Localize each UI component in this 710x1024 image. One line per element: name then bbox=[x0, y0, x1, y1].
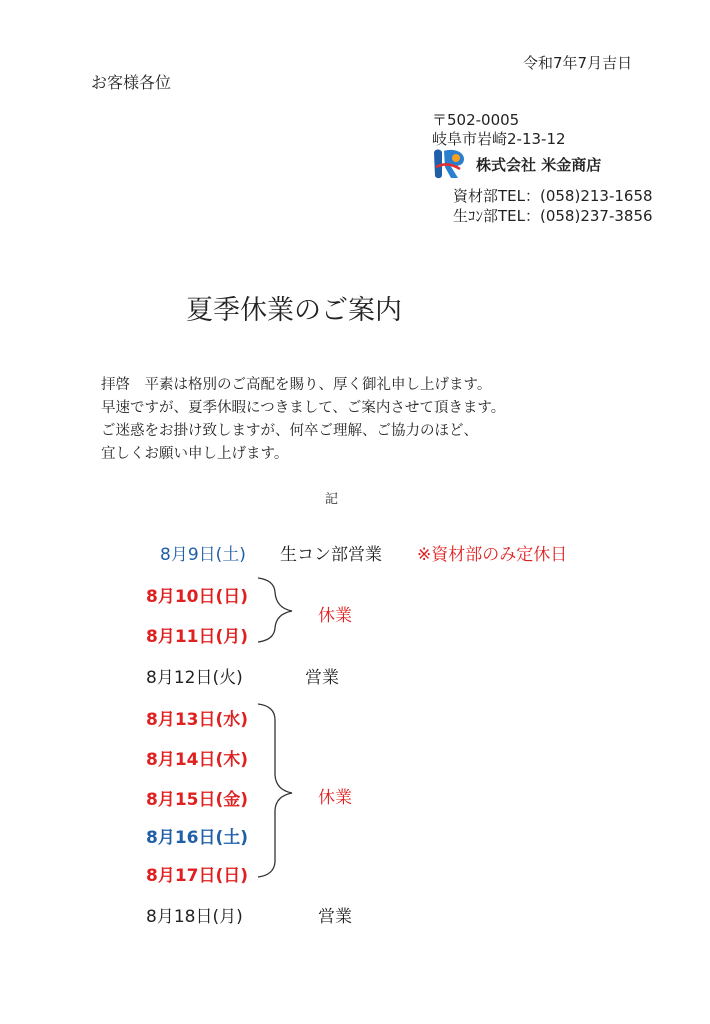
page-title: 夏季休業のご案内 bbox=[186, 295, 402, 326]
tel-concrete: 生ｺﾝ部TEL：(058)237-3856 bbox=[453, 207, 653, 225]
date-aug-13: 8月13日(水) bbox=[146, 710, 249, 730]
status-aug-9: 生コン部営業 bbox=[280, 545, 382, 565]
body-line: 宜しくお願い申し上げます。 bbox=[101, 446, 289, 462]
postal-code: 〒502-0005 bbox=[432, 111, 520, 129]
date-aug-11: 8月11日(月) bbox=[146, 627, 249, 647]
date-aug-18: 8月18日(月) bbox=[146, 907, 243, 927]
holiday-label-1: 休業 bbox=[318, 606, 352, 626]
company-name: 株式会社 米金商店 bbox=[476, 156, 602, 174]
notice-date: 令和7年7月吉日 bbox=[523, 54, 633, 72]
status-aug-12: 営業 bbox=[305, 668, 339, 688]
holiday-label-2: 休業 bbox=[318, 788, 352, 808]
date-aug-10: 8月10日(日) bbox=[146, 587, 249, 607]
sender-address: 岐阜市岩崎2-13-12 bbox=[432, 130, 566, 148]
company-logo-icon bbox=[430, 147, 470, 181]
ki-heading: 記 bbox=[325, 492, 339, 507]
date-aug-16: 8月16日(土) bbox=[146, 828, 249, 848]
status-aug-18: 営業 bbox=[318, 907, 352, 927]
date-aug-12: 8月12日(火) bbox=[146, 668, 243, 688]
body-line: 早速ですが、夏季休暇につきまして、ご案内させて頂きます。 bbox=[101, 400, 506, 416]
body-line: 拝啓 平素は格別のご高配を賜り、厚く御礼申し上げます。 bbox=[101, 377, 492, 393]
date-aug-15: 8月15日(金) bbox=[146, 790, 249, 810]
body-line: ご迷惑をお掛け致しますが、何卒ご理解、ご協力のほど、 bbox=[101, 423, 478, 439]
date-aug-14: 8月14日(木) bbox=[146, 750, 249, 770]
tel-materials: 資材部TEL：(058)213-1658 bbox=[453, 187, 653, 205]
date-aug-17: 8月17日(日) bbox=[146, 866, 249, 886]
note-aug-9: ※資材部のみ定休日 bbox=[417, 545, 568, 565]
date-aug-9: 8月9日(土) bbox=[160, 545, 246, 565]
addressee: お客様各位 bbox=[91, 73, 172, 92]
